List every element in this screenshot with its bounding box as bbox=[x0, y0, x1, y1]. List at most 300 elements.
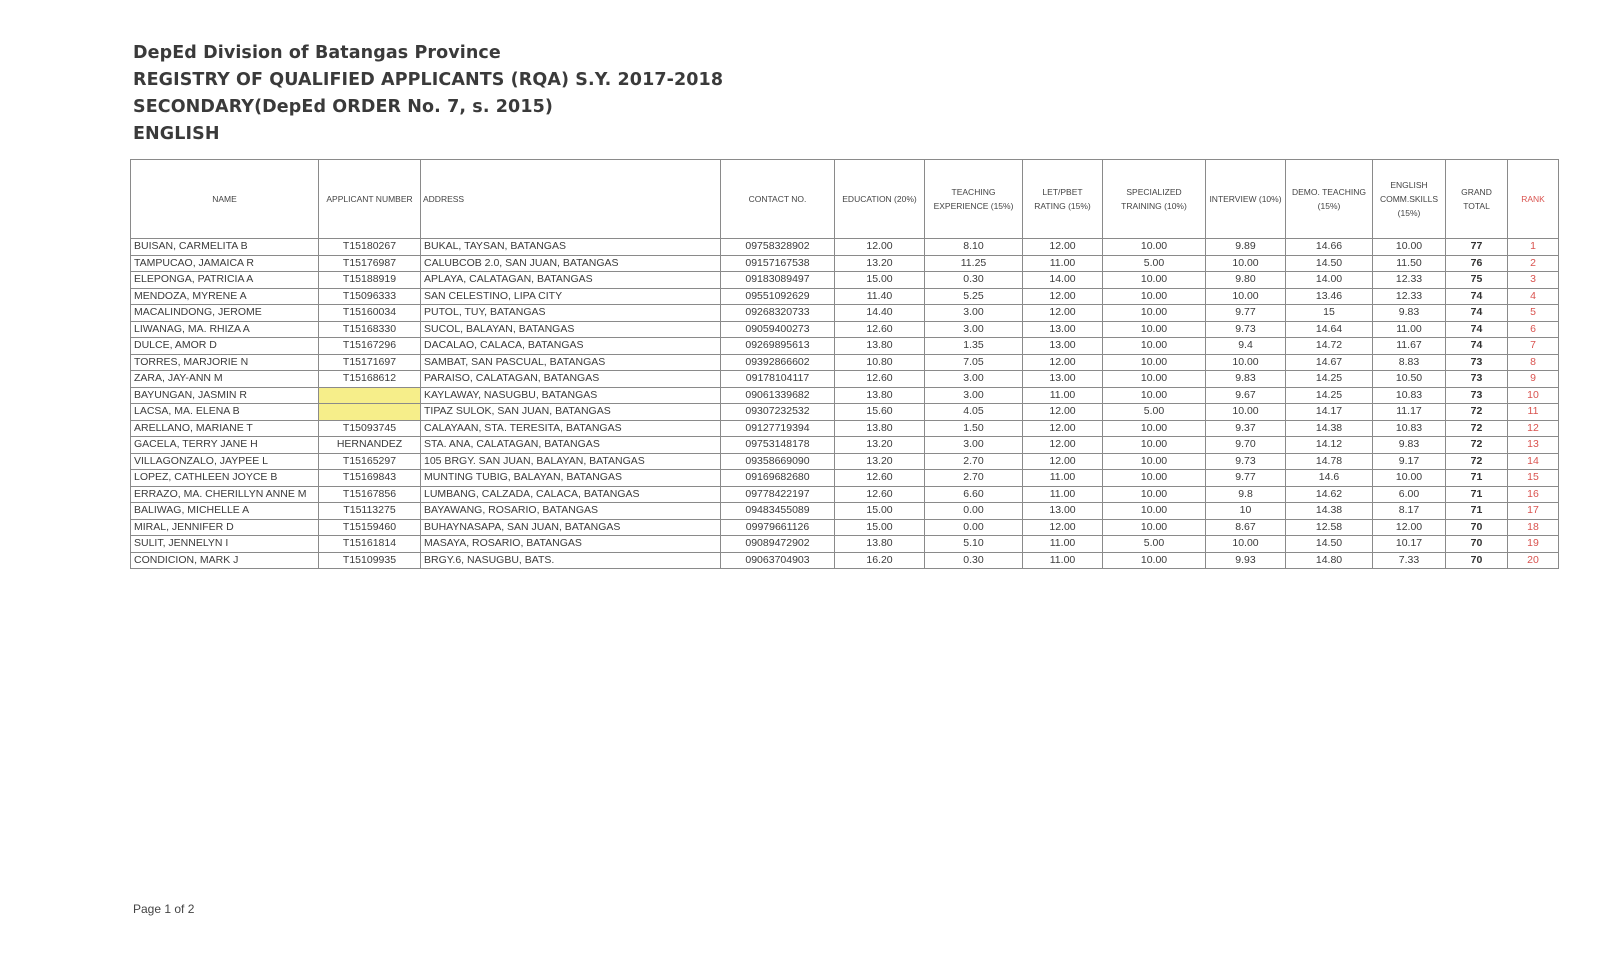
cell-teaching-experience: 6.60 bbox=[925, 486, 1023, 503]
table-row bbox=[131, 288, 1559, 305]
cell-grand-total: 74 bbox=[1446, 321, 1508, 338]
cell-demo-teaching: 14.6 bbox=[1286, 470, 1373, 487]
cell-grand-total: 77 bbox=[1446, 239, 1508, 256]
cell-demo-teaching: 14.72 bbox=[1286, 338, 1373, 355]
col-header-rank: RANK bbox=[1508, 160, 1559, 239]
cell-grand-total: 73 bbox=[1446, 354, 1508, 371]
cell-teaching-experience: 2.70 bbox=[925, 470, 1023, 487]
cell-applicant-number: T15161814 bbox=[319, 536, 421, 553]
cell-education: 12.60 bbox=[835, 371, 925, 388]
cell-rank: 20 bbox=[1508, 552, 1559, 569]
cell-teaching-experience: 5.25 bbox=[925, 288, 1023, 305]
cell-demo-teaching: 14.66 bbox=[1286, 239, 1373, 256]
cell-education: 15.00 bbox=[835, 519, 925, 536]
cell-let-rating: 11.00 bbox=[1023, 486, 1103, 503]
cell-name: LOPEZ, CATHLEEN JOYCE B bbox=[131, 470, 319, 487]
cell-demo-teaching: 14.50 bbox=[1286, 255, 1373, 272]
cell-rank: 18 bbox=[1508, 519, 1559, 536]
cell-contact: 09551092629 bbox=[721, 288, 835, 305]
cell-interview: 9.8 bbox=[1206, 486, 1286, 503]
col-header-english-comm: ENGLISH COMM.SKILLS (15%) bbox=[1373, 160, 1446, 239]
cell-grand-total: 74 bbox=[1446, 338, 1508, 355]
table-row bbox=[131, 338, 1559, 355]
cell-rank: 3 bbox=[1508, 272, 1559, 289]
cell-name: ERRAZO, MA. CHERILLYN ANNE M bbox=[131, 486, 319, 503]
cell-english-comm: 10.50 bbox=[1373, 371, 1446, 388]
cell-let-rating: 14.00 bbox=[1023, 272, 1103, 289]
col-header-demo-teaching: DEMO. TEACHING (15%) bbox=[1286, 160, 1373, 239]
cell-grand-total: 72 bbox=[1446, 453, 1508, 470]
cell-let-rating: 12.00 bbox=[1023, 239, 1103, 256]
cell-address: CALUBCOB 2.0, SAN JUAN, BATANGAS bbox=[421, 255, 721, 272]
table-row bbox=[131, 486, 1559, 503]
cell-rank: 17 bbox=[1508, 503, 1559, 520]
cell-let-rating: 12.00 bbox=[1023, 437, 1103, 454]
cell-specialized-training: 10.00 bbox=[1103, 486, 1206, 503]
cell-rank: 5 bbox=[1508, 305, 1559, 322]
cell-teaching-experience: 0.30 bbox=[925, 552, 1023, 569]
cell-english-comm: 12.33 bbox=[1373, 272, 1446, 289]
cell-let-rating: 12.00 bbox=[1023, 453, 1103, 470]
table-row bbox=[131, 272, 1559, 289]
cell-specialized-training: 10.00 bbox=[1103, 519, 1206, 536]
cell-applicant-number: T15167856 bbox=[319, 486, 421, 503]
cell-english-comm: 10.83 bbox=[1373, 387, 1446, 404]
cell-interview: 9.77 bbox=[1206, 470, 1286, 487]
cell-name: ARELLANO, MARIANE T bbox=[131, 420, 319, 437]
cell-demo-teaching: 14.25 bbox=[1286, 371, 1373, 388]
cell-name: CONDICION, MARK J bbox=[131, 552, 319, 569]
cell-address: SUCOL, BALAYAN, BATANGAS bbox=[421, 321, 721, 338]
cell-teaching-experience: 1.50 bbox=[925, 420, 1023, 437]
cell-let-rating: 11.00 bbox=[1023, 552, 1103, 569]
col-header-name: NAME bbox=[131, 160, 319, 239]
cell-rank: 10 bbox=[1508, 387, 1559, 404]
registry-title: REGISTRY OF QUALIFIED APPLICANTS (RQA) S.Y. 2017-2018 bbox=[133, 70, 724, 90]
cell-name: LIWANAG, MA. RHIZA A bbox=[131, 321, 319, 338]
cell-applicant-number: T15165297 bbox=[319, 453, 421, 470]
cell-education: 13.80 bbox=[835, 420, 925, 437]
cell-address: BRGY.6, NASUGBU, BATS. bbox=[421, 552, 721, 569]
cell-english-comm: 11.00 bbox=[1373, 321, 1446, 338]
cell-interview: 9.89 bbox=[1206, 239, 1286, 256]
cell-contact: 09183089497 bbox=[721, 272, 835, 289]
cell-grand-total: 70 bbox=[1446, 552, 1508, 569]
cell-name: ZARA, JAY-ANN M bbox=[131, 371, 319, 388]
table-row bbox=[131, 437, 1559, 454]
col-header-applicant-number: APPLICANT NUMBER bbox=[319, 160, 421, 239]
cell-education: 11.40 bbox=[835, 288, 925, 305]
cell-address: MUNTING TUBIG, BALAYAN, BATANGAS bbox=[421, 470, 721, 487]
table-row bbox=[131, 239, 1559, 256]
cell-address: KAYLAWAY, NASUGBU, BATANGAS bbox=[421, 387, 721, 404]
cell-let-rating: 12.00 bbox=[1023, 288, 1103, 305]
cell-address: SAN CELESTINO, LIPA CITY bbox=[421, 288, 721, 305]
cell-let-rating: 11.00 bbox=[1023, 470, 1103, 487]
cell-grand-total: 76 bbox=[1446, 255, 1508, 272]
cell-english-comm: 9.83 bbox=[1373, 305, 1446, 322]
cell-teaching-experience: 3.00 bbox=[925, 371, 1023, 388]
cell-english-comm: 10.00 bbox=[1373, 470, 1446, 487]
cell-english-comm: 8.83 bbox=[1373, 354, 1446, 371]
cell-specialized-training: 10.00 bbox=[1103, 453, 1206, 470]
cell-education: 13.20 bbox=[835, 255, 925, 272]
applicants-table bbox=[130, 159, 1559, 569]
cell-specialized-training: 10.00 bbox=[1103, 420, 1206, 437]
cell-education: 15.00 bbox=[835, 272, 925, 289]
cell-name: SULIT, JENNELYN I bbox=[131, 536, 319, 553]
table-row bbox=[131, 255, 1559, 272]
cell-name: MIRAL, JENNIFER D bbox=[131, 519, 319, 536]
cell-grand-total: 74 bbox=[1446, 288, 1508, 305]
cell-education: 13.20 bbox=[835, 437, 925, 454]
cell-demo-teaching: 13.46 bbox=[1286, 288, 1373, 305]
table-row bbox=[131, 387, 1559, 404]
cell-contact: 09268320733 bbox=[721, 305, 835, 322]
cell-contact: 09269895613 bbox=[721, 338, 835, 355]
cell-education: 13.80 bbox=[835, 536, 925, 553]
table-row bbox=[131, 371, 1559, 388]
table-row bbox=[131, 420, 1559, 437]
cell-rank: 12 bbox=[1508, 420, 1559, 437]
cell-teaching-experience: 8.10 bbox=[925, 239, 1023, 256]
cell-applicant-number: T15159460 bbox=[319, 519, 421, 536]
cell-demo-teaching: 14.62 bbox=[1286, 486, 1373, 503]
table-row bbox=[131, 453, 1559, 470]
cell-education: 12.60 bbox=[835, 486, 925, 503]
cell-specialized-training: 10.00 bbox=[1103, 272, 1206, 289]
cell-teaching-experience: 11.25 bbox=[925, 255, 1023, 272]
cell-english-comm: 10.00 bbox=[1373, 239, 1446, 256]
cell-english-comm: 11.67 bbox=[1373, 338, 1446, 355]
cell-english-comm: 10.83 bbox=[1373, 420, 1446, 437]
cell-specialized-training: 10.00 bbox=[1103, 371, 1206, 388]
cell-education: 15.00 bbox=[835, 503, 925, 520]
cell-contact: 09307232532 bbox=[721, 404, 835, 421]
cell-contact: 09483455089 bbox=[721, 503, 835, 520]
cell-contact: 09063704903 bbox=[721, 552, 835, 569]
cell-interview: 9.70 bbox=[1206, 437, 1286, 454]
cell-interview: 9.73 bbox=[1206, 321, 1286, 338]
table-row bbox=[131, 519, 1559, 536]
cell-rank: 6 bbox=[1508, 321, 1559, 338]
cell-demo-teaching: 14.78 bbox=[1286, 453, 1373, 470]
cell-rank: 7 bbox=[1508, 338, 1559, 355]
cell-name: DULCE, AMOR D bbox=[131, 338, 319, 355]
cell-demo-teaching: 14.80 bbox=[1286, 552, 1373, 569]
subject-title: ENGLISH bbox=[133, 124, 220, 144]
col-header-teaching-experience: TEACHING EXPERIENCE (15%) bbox=[925, 160, 1023, 239]
cell-grand-total: 71 bbox=[1446, 486, 1508, 503]
cell-teaching-experience: 1.35 bbox=[925, 338, 1023, 355]
cell-address: BUKAL, TAYSAN, BATANGAS bbox=[421, 239, 721, 256]
cell-grand-total: 70 bbox=[1446, 519, 1508, 536]
cell-address: BUHAYNASAPA, SAN JUAN, BATANGAS bbox=[421, 519, 721, 536]
cell-english-comm: 9.83 bbox=[1373, 437, 1446, 454]
table-row bbox=[131, 321, 1559, 338]
cell-teaching-experience: 3.00 bbox=[925, 387, 1023, 404]
cell-applicant-number: T15168612 bbox=[319, 371, 421, 388]
cell-specialized-training: 5.00 bbox=[1103, 255, 1206, 272]
cell-interview: 9.37 bbox=[1206, 420, 1286, 437]
cell-name: TORRES, MARJORIE N bbox=[131, 354, 319, 371]
cell-demo-teaching: 14.25 bbox=[1286, 387, 1373, 404]
document-header bbox=[133, 40, 723, 148]
cell-demo-teaching: 14.67 bbox=[1286, 354, 1373, 371]
cell-demo-teaching: 15 bbox=[1286, 305, 1373, 322]
cell-rank: 2 bbox=[1508, 255, 1559, 272]
cell-applicant-number: T15167296 bbox=[319, 338, 421, 355]
cell-rank: 4 bbox=[1508, 288, 1559, 305]
cell-name: ELEPONGA, PATRICIA A bbox=[131, 272, 319, 289]
cell-contact: 09358669090 bbox=[721, 453, 835, 470]
cell-teaching-experience: 4.05 bbox=[925, 404, 1023, 421]
cell-specialized-training: 5.00 bbox=[1103, 404, 1206, 421]
cell-interview: 9.77 bbox=[1206, 305, 1286, 322]
cell-applicant-number: T15109935 bbox=[319, 552, 421, 569]
cell-let-rating: 12.00 bbox=[1023, 305, 1103, 322]
cell-rank: 8 bbox=[1508, 354, 1559, 371]
cell-contact: 09089472902 bbox=[721, 536, 835, 553]
cell-rank: 19 bbox=[1508, 536, 1559, 553]
cell-name: BALIWAG, MICHELLE A bbox=[131, 503, 319, 520]
cell-teaching-experience: 3.00 bbox=[925, 305, 1023, 322]
cell-teaching-experience: 5.10 bbox=[925, 536, 1023, 553]
cell-let-rating: 12.00 bbox=[1023, 404, 1103, 421]
cell-name: BAYUNGAN, JASMIN R bbox=[131, 387, 319, 404]
cell-contact: 09157167538 bbox=[721, 255, 835, 272]
cell-rank: 14 bbox=[1508, 453, 1559, 470]
cell-education: 16.20 bbox=[835, 552, 925, 569]
cell-address: PUTOL, TUY, BATANGAS bbox=[421, 305, 721, 322]
cell-applicant-number: T15188919 bbox=[319, 272, 421, 289]
division-title: DepEd Division of Batangas Province bbox=[133, 43, 501, 63]
cell-applicant-number: T15168330 bbox=[319, 321, 421, 338]
cell-name: BUISAN, CARMELITA B bbox=[131, 239, 319, 256]
cell-applicant-number bbox=[319, 404, 421, 421]
cell-education: 13.20 bbox=[835, 453, 925, 470]
cell-let-rating: 13.00 bbox=[1023, 503, 1103, 520]
cell-address: MASAYA, ROSARIO, BATANGAS bbox=[421, 536, 721, 553]
cell-english-comm: 6.00 bbox=[1373, 486, 1446, 503]
cell-education: 15.60 bbox=[835, 404, 925, 421]
table-header-row bbox=[131, 160, 1559, 239]
cell-name: GACELA, TERRY JANE H bbox=[131, 437, 319, 454]
cell-english-comm: 11.50 bbox=[1373, 255, 1446, 272]
cell-interview: 9.93 bbox=[1206, 552, 1286, 569]
cell-address: BAYAWANG, ROSARIO, BATANGAS bbox=[421, 503, 721, 520]
table-row bbox=[131, 552, 1559, 569]
cell-interview: 10.00 bbox=[1206, 404, 1286, 421]
cell-applicant-number: T15176987 bbox=[319, 255, 421, 272]
cell-teaching-experience: 7.05 bbox=[925, 354, 1023, 371]
col-header-specialized-training: SPECIALIZED TRAINING (10%) bbox=[1103, 160, 1206, 239]
cell-let-rating: 12.00 bbox=[1023, 354, 1103, 371]
cell-name: TAMPUCAO, JAMAICA R bbox=[131, 255, 319, 272]
cell-applicant-number: T15180267 bbox=[319, 239, 421, 256]
cell-interview: 9.83 bbox=[1206, 371, 1286, 388]
table-row bbox=[131, 503, 1559, 520]
col-header-education: EDUCATION (20%) bbox=[835, 160, 925, 239]
cell-contact: 09059400273 bbox=[721, 321, 835, 338]
cell-interview: 10 bbox=[1206, 503, 1286, 520]
cell-let-rating: 13.00 bbox=[1023, 338, 1103, 355]
cell-contact: 09127719394 bbox=[721, 420, 835, 437]
cell-name: LACSA, MA. ELENA B bbox=[131, 404, 319, 421]
cell-demo-teaching: 14.64 bbox=[1286, 321, 1373, 338]
cell-applicant-number: T15169843 bbox=[319, 470, 421, 487]
cell-address: APLAYA, CALATAGAN, BATANGAS bbox=[421, 272, 721, 289]
cell-rank: 16 bbox=[1508, 486, 1559, 503]
cell-grand-total: 75 bbox=[1446, 272, 1508, 289]
cell-english-comm: 12.00 bbox=[1373, 519, 1446, 536]
cell-interview: 9.67 bbox=[1206, 387, 1286, 404]
cell-english-comm: 8.17 bbox=[1373, 503, 1446, 520]
cell-address: PARAISO, CALATAGAN, BATANGAS bbox=[421, 371, 721, 388]
cell-demo-teaching: 14.00 bbox=[1286, 272, 1373, 289]
cell-rank: 9 bbox=[1508, 371, 1559, 388]
cell-applicant-number bbox=[319, 387, 421, 404]
cell-address: 105 BRGY. SAN JUAN, BALAYAN, BATANGAS bbox=[421, 453, 721, 470]
cell-specialized-training: 10.00 bbox=[1103, 354, 1206, 371]
cell-name: VILLAGONZALO, JAYPEE L bbox=[131, 453, 319, 470]
cell-applicant-number: HERNANDEZ bbox=[319, 437, 421, 454]
cell-contact: 09061339682 bbox=[721, 387, 835, 404]
cell-grand-total: 71 bbox=[1446, 470, 1508, 487]
table-row bbox=[131, 305, 1559, 322]
cell-teaching-experience: 0.00 bbox=[925, 503, 1023, 520]
cell-grand-total: 71 bbox=[1446, 503, 1508, 520]
cell-specialized-training: 5.00 bbox=[1103, 536, 1206, 553]
cell-interview: 10.00 bbox=[1206, 354, 1286, 371]
cell-specialized-training: 10.00 bbox=[1103, 387, 1206, 404]
cell-interview: 8.67 bbox=[1206, 519, 1286, 536]
cell-let-rating: 13.00 bbox=[1023, 321, 1103, 338]
cell-rank: 11 bbox=[1508, 404, 1559, 421]
page-number: Page 1 of 2 bbox=[133, 902, 195, 916]
cell-contact: 09178104117 bbox=[721, 371, 835, 388]
cell-education: 13.80 bbox=[835, 338, 925, 355]
col-header-contact: CONTACT NO. bbox=[721, 160, 835, 239]
cell-demo-teaching: 14.38 bbox=[1286, 420, 1373, 437]
cell-english-comm: 11.17 bbox=[1373, 404, 1446, 421]
cell-address: TIPAZ SULOK, SAN JUAN, BATANGAS bbox=[421, 404, 721, 421]
cell-education: 13.80 bbox=[835, 387, 925, 404]
col-header-address: ADDRESS bbox=[421, 160, 721, 239]
cell-rank: 15 bbox=[1508, 470, 1559, 487]
cell-grand-total: 72 bbox=[1446, 404, 1508, 421]
cell-teaching-experience: 2.70 bbox=[925, 453, 1023, 470]
cell-contact: 09758328902 bbox=[721, 239, 835, 256]
cell-specialized-training: 10.00 bbox=[1103, 552, 1206, 569]
cell-english-comm: 7.33 bbox=[1373, 552, 1446, 569]
cell-address: LUMBANG, CALZADA, CALACA, BATANGAS bbox=[421, 486, 721, 503]
cell-interview: 10.00 bbox=[1206, 536, 1286, 553]
cell-specialized-training: 10.00 bbox=[1103, 503, 1206, 520]
cell-grand-total: 73 bbox=[1446, 387, 1508, 404]
cell-teaching-experience: 0.00 bbox=[925, 519, 1023, 536]
cell-let-rating: 11.00 bbox=[1023, 536, 1103, 553]
col-header-let-rating: LET/PBET RATING (15%) bbox=[1023, 160, 1103, 239]
cell-interview: 10.00 bbox=[1206, 288, 1286, 305]
cell-specialized-training: 10.00 bbox=[1103, 305, 1206, 322]
cell-demo-teaching: 14.50 bbox=[1286, 536, 1373, 553]
cell-grand-total: 72 bbox=[1446, 437, 1508, 454]
cell-contact: 09753148178 bbox=[721, 437, 835, 454]
cell-teaching-experience: 3.00 bbox=[925, 321, 1023, 338]
cell-applicant-number: T15096333 bbox=[319, 288, 421, 305]
cell-english-comm: 10.17 bbox=[1373, 536, 1446, 553]
cell-name: MACALINDONG, JEROME bbox=[131, 305, 319, 322]
cell-let-rating: 11.00 bbox=[1023, 387, 1103, 404]
cell-let-rating: 11.00 bbox=[1023, 255, 1103, 272]
cell-address: DACALAO, CALACA, BATANGAS bbox=[421, 338, 721, 355]
cell-grand-total: 70 bbox=[1446, 536, 1508, 553]
col-header-grand-total: GRAND TOTAL bbox=[1446, 160, 1508, 239]
cell-rank: 13 bbox=[1508, 437, 1559, 454]
cell-let-rating: 12.00 bbox=[1023, 420, 1103, 437]
cell-education: 14.40 bbox=[835, 305, 925, 322]
cell-let-rating: 13.00 bbox=[1023, 371, 1103, 388]
cell-specialized-training: 10.00 bbox=[1103, 288, 1206, 305]
cell-specialized-training: 10.00 bbox=[1103, 239, 1206, 256]
cell-address: STA. ANA, CALATAGAN, BATANGAS bbox=[421, 437, 721, 454]
cell-interview: 9.4 bbox=[1206, 338, 1286, 355]
cell-specialized-training: 10.00 bbox=[1103, 470, 1206, 487]
cell-let-rating: 12.00 bbox=[1023, 519, 1103, 536]
cell-contact: 09778422197 bbox=[721, 486, 835, 503]
cell-demo-teaching: 14.12 bbox=[1286, 437, 1373, 454]
cell-interview: 10.00 bbox=[1206, 255, 1286, 272]
cell-teaching-experience: 3.00 bbox=[925, 437, 1023, 454]
cell-applicant-number: T15113275 bbox=[319, 503, 421, 520]
cell-education: 12.60 bbox=[835, 470, 925, 487]
cell-specialized-training: 10.00 bbox=[1103, 437, 1206, 454]
cell-education: 12.00 bbox=[835, 239, 925, 256]
cell-education: 10.80 bbox=[835, 354, 925, 371]
cell-english-comm: 12.33 bbox=[1373, 288, 1446, 305]
cell-teaching-experience: 0.30 bbox=[925, 272, 1023, 289]
cell-specialized-training: 10.00 bbox=[1103, 321, 1206, 338]
cell-demo-teaching: 12.58 bbox=[1286, 519, 1373, 536]
col-header-interview: INTERVIEW (10%) bbox=[1206, 160, 1286, 239]
cell-education: 12.60 bbox=[835, 321, 925, 338]
cell-english-comm: 9.17 bbox=[1373, 453, 1446, 470]
order-title: SECONDARY(DepEd ORDER No. 7, s. 2015) bbox=[133, 97, 553, 117]
cell-demo-teaching: 14.38 bbox=[1286, 503, 1373, 520]
table-row bbox=[131, 470, 1559, 487]
cell-specialized-training: 10.00 bbox=[1103, 338, 1206, 355]
table-row bbox=[131, 404, 1559, 421]
cell-address: CALAYAAN, STA. TERESITA, BATANGAS bbox=[421, 420, 721, 437]
cell-applicant-number: T15160034 bbox=[319, 305, 421, 322]
cell-demo-teaching: 14.17 bbox=[1286, 404, 1373, 421]
cell-contact: 09979661126 bbox=[721, 519, 835, 536]
cell-contact: 09169682680 bbox=[721, 470, 835, 487]
cell-applicant-number: T15171697 bbox=[319, 354, 421, 371]
table-row bbox=[131, 354, 1559, 371]
cell-interview: 9.80 bbox=[1206, 272, 1286, 289]
cell-rank: 1 bbox=[1508, 239, 1559, 256]
table-row bbox=[131, 536, 1559, 553]
cell-address: SAMBAT, SAN PASCUAL, BATANGAS bbox=[421, 354, 721, 371]
cell-interview: 9.73 bbox=[1206, 453, 1286, 470]
cell-name: MENDOZA, MYRENE A bbox=[131, 288, 319, 305]
cell-applicant-number: T15093745 bbox=[319, 420, 421, 437]
cell-grand-total: 72 bbox=[1446, 420, 1508, 437]
cell-grand-total: 74 bbox=[1446, 305, 1508, 322]
cell-grand-total: 73 bbox=[1446, 371, 1508, 388]
